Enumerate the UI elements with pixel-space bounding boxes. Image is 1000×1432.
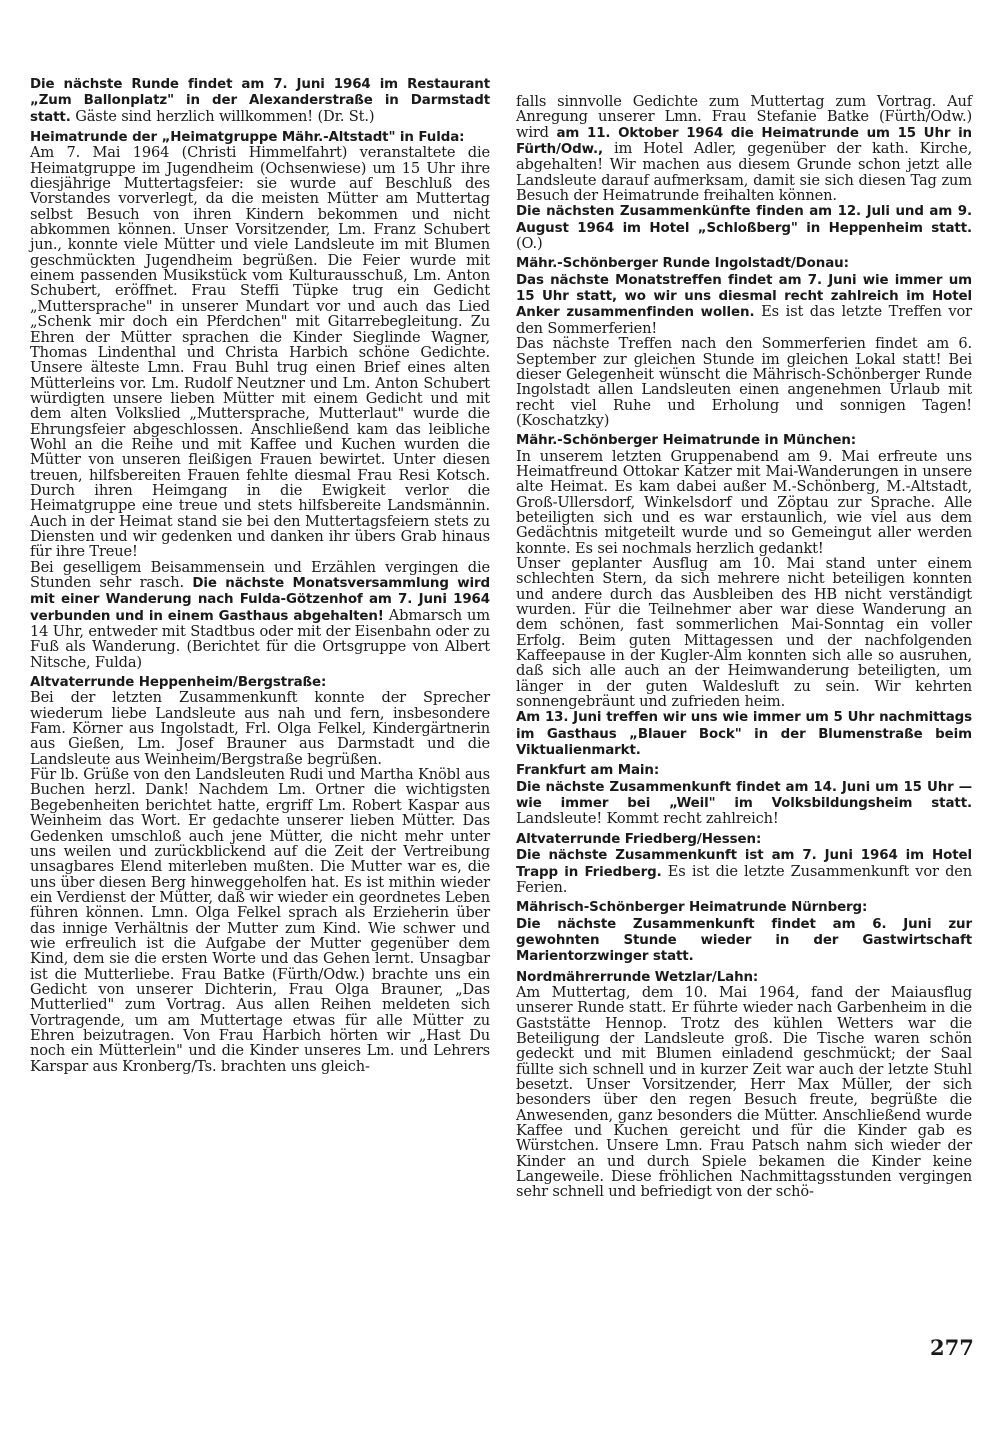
paragraph-nuernberg: [516, 916, 972, 965]
text: Es ist das letzte Treffen vor den Sommerferien!: [516, 303, 972, 337]
heading-nuernberg: Mährisch-Schönberger Heimatrunde Nürnberg:: [516, 900, 868, 916]
paragraph-fulda-report: Am 7. Mai 1964 (Christi Himmelfahrt) veranstaltete die Heimatgruppe im Jugendheim (Ochsenwiese) um 15 Uhr ihre diesjährige Muttertagsfeier: sie wurde auf Beschluß des Vorstandes vorverlegt, da die meisten Mütter am Muttertag selbst Besuch von ihren Kindern bekommen und nicht abkommen können. Unser Vorsitzender, Lm. Franz Schubert jun., konnte viele Mütter und viele Landsleute im mit Blumen geschmückten Jugendheim begrüßen. Die Feier wurde mit einem passenden Musikstück vom Kulturausschuß, Lm. Anton Schubert, eröffnet. Frau Steffi Tüpke trug ein Gedicht „Muttersprache" in unserer Mundart vor und auch das Lied „Schenk mir doch ein Pferdchen" mit Gitarrebegleitung. Zu Ehren der Mütter sprachen die Kinder Sieglinde Wagner, Thomas Lindenthal und Christa Harbich schöne Gedichte. Unsere älteste Lmn. Frau Buhl trug einen Brief eines alten Mütterleins vor. Lm. Rudolf Neutzner und Lm. Anton Schubert würdigten unsere lieben Mütter mit einem Gedicht und mit dem alten Volkslied „Muttersprache, Mutterlaut" wurde die Ehrungsfeier abgeschlossen. Anschließend kam das leibliche Wohl an die Reihe und mit Kaffee und Kuchen wurden die Mütter von unseren fleißigen Frauen bewirtet. Unter diesen treuen, hilfsbereiten Frauen fehlte diesmal Frau Resi Kotsch. Durch ihren Heimgang in die Ewigkeit verlor die Heimatgruppe eine treue und stets hilfsbereite Landsmännin. Auch in der Heimat stand sie bei den Muttertagsfeiern stets zu Diensten und wir gedenken und danken ihr übers Grab hinaus für ihre Treue!: [30, 144, 490, 561]
announcement-ingolstadt: Das nächste Monatstreffen findet am 7. Juni wie immer um 15 Uhr statt, wo wir uns diesmal recht zahlreich im Hotel Anker zusammenfinden wollen.: [516, 272, 972, 321]
announcement-friedberg: Die nächste Zusammenkunft ist am 7. Juni 1964 im Hotel Trapp in Friedberg.: [516, 848, 972, 880]
paragraph-muenchen-1: In unserem letzten Gruppenabend am 9. Mai erfreute uns Heimatfreund Ottokar Katzer mit Mai-Wanderungen in unsere alte Heimat. Es kam dabei außer M.-Schönberg, M.-Altstadt, Groß-Ullersdorf, Winkelsdorf und Zöptau zur Sprache. Alle beteiligten sich und es war erstaunlich, wie viel aus dem Gedächtnis mitgeteilt wurde und so Gemeingut aller werden konnte. Es sei nochmals herzlich gedankt!: [516, 447, 972, 557]
heading-heppenheim: Altvaterrunde Heppenheim/Bergstraße:: [30, 675, 327, 691]
paragraph-frankfurt: [516, 779, 972, 827]
heading-friedberg: Altvaterrunde Friedberg/Hessen:: [516, 831, 762, 847]
left-column: [30, 76, 490, 1074]
announcement-heppenheim: Die nächsten Zusammenkünfte finden am 12. Juli und am 9. August 1964 im Hotel „Schloßberg" in Heppenheim statt.: [516, 204, 972, 236]
paragraph-fulda-next: [30, 560, 490, 670]
paragraph-wetzlar: Am Muttertag, dem 10. Mai 1964, fand der Maiausflug unserer Runde statt. Er führte wieder nach Garbenheim in die Gaststätte Hennop. Trotz des kühlen Wetters war die Beteiligung der Landsleute groß. Die Tische waren schön gedeckt und mit Blumen einladend geschmückt; der Saal füllte sich schnell und in kurzer Zeit war auch der letzte Stuhl besetzt. Unser Vorsitzender, Herr Max Müller, der sich besonders über den regen Besuch freute, begrüßte die Anwesenden, ganz besonders die Mütter. Anschließend wurde Kaffee und Kuchen gereicht und für die Kinder gab es Würstchen. Unsere Lmn. Frau Patsch nahm sich wieder der Kinder an und durch Spiele bekamen die Kinder keine Langeweile. Diese fröhlichen Nachmittagsstunden vergingen sehr schnell und befriedigt von der schö-: [516, 983, 972, 1201]
text: Landsleute! Kommt recht zahlreich!: [516, 810, 779, 828]
heading-frankfurt: Frankfurt am Main:: [516, 763, 660, 779]
heading-ingolstadt: Mähr.-Schönberger Runde Ingolstadt/Donau:: [516, 256, 849, 272]
paragraph-darmstadt: [30, 76, 490, 125]
announcement-fuerth: am 11. Oktober 1964 die Heimatrunde um 15 Uhr in Fürth/Odw.,: [516, 125, 972, 158]
text: im Hotel Adler, gegenüber der kath. Kirche, abgehalten! Wir machen aus diesem Grunde schon jetzt alle Landsleute darauf aufmerksam, damit sie sich diesen Tag zum Besuch der Heimatrunde freihalten können.: [516, 140, 972, 205]
paragraph-heppenheim-cont: [516, 94, 972, 203]
text: Abmarsch um 14 Uhr, entweder mit Stadtbus oder mit der Eisenbahn oder zu Fuß als Wanderung. (Berichtet für die Ortsgruppe von Albert Nitsche, Fulda): [30, 606, 490, 671]
heading-fulda: Heimatrunde der „Heimatgruppe Mähr.-Altstadt" in Fulda:: [30, 130, 465, 146]
announcement-nuernberg: Die nächste Zusammenkunft findet am 6. Juni zur gewohnten Stunde wieder in der Gastwirtschaft Marientorzwinger statt.: [516, 916, 972, 965]
paragraph-muenchen-2: Unser geplanter Ausflug am 10. Mai stand unter einem schlechten Stern, da sich mehrere nicht beteiligen konnten und andere durch das Ausbleiben des HB nicht verständigt wurden. Für die Teilnehmer aber war diese Wanderung an dem schönen, fast sommerlichen Mai-Sonntag ein voller Erfolg. Beim guten Mittagessen und der nachfolgenden Kaffeepause in der Kugler-Alm konnten sich alle so ausruhen, daß sich alle auch an der Heimwanderung beteiligten, um länger in der guten Waldesluft zu sein. Wir kehrten sonnengebräunt und zufrieden heim.: [516, 554, 972, 711]
paragraph-heppenheim-next: [516, 203, 972, 251]
announcement-fulda: Die nächste Monatsversammlung wird mit einer Wanderung nach Fulda-Götzenhof am 7. Juni 1964 verbunden und in einem Gasthaus abgehalten!: [30, 576, 490, 624]
text: Es ist die letzte Zusammenkunft vor den Ferien.: [516, 862, 972, 896]
paragraph-muenchen-next: [516, 709, 972, 758]
paragraph-heppenheim-2: Für lb. Grüße von den Landsleuten Rudi und Martha Knöbl aus Buchen herzl. Dank! Nachdem Lm. Ortner die wichtigsten Begebenheiten berichtet hatte, ergriff Lm. Robert Kaspar aus Weinheim das Wort. Er gedachte unserer lieben Mütter. Das Gedenken umschloß auch jene Mütter, die nicht mehr unter uns weilen und zurückblickend auf die Zeit der Vertreibung unsagbares Elend miterleben mußten. Die Mutter war es, die uns über diesen Berg hinweggeholfen hat. Es ist mithin wieder ein Verdienst der Mütter, daß wir wieder ein geordnetes Leben führen können. Lmn. Olga Felkel sprach als Erzieherin über das innige Verhältnis der Mutter zum Kind. Wie schwer und wie erfreulich ist die Aufgabe der Mutter gegenüber dem Kind, dem sie die ersten Worte und das Gehen lernt. Unsagbar ist die Mutterliebe. Frau Batke (Fürth/Odw.) brachte uns ein Gedicht von unserer Dichterin, Frau Olga Brauner, „Das Mutterlied" zum Vortrag. Aus allen Reihen meldeten sich Vortragende, um am Muttertage etwas für alle Mütter zu Ehren beizutragen. Von Frau Harbich hörten wir „Hast Du noch ein Mütterlein" und die Kinder unseres Lm. und Lehrers Karspar aus Kronberg/Ts. brachten uns gleich-: [30, 766, 490, 1075]
paragraph-ingolstadt-2: Das nächste Treffen nach den Sommerferien findet am 6. September zur gleichen Stunde im gleichen Lokal statt! Bei dieser Gelegenheit wünscht die Mährisch-Schönberger Runde Ingolstadt allen Landsleuten einen angenehmen Urlaub mit recht viel Ruhe und Erholung und sonnigen Tagen! (Koschatzky): [516, 335, 972, 429]
heading-muenchen: Mähr.-Schönberger Heimatrunde in München:: [516, 433, 857, 449]
text: Bei geselligem Beisammensein und Erzählen vergingen die Stunden sehr rasch.: [30, 558, 490, 591]
page-number: 277: [930, 1335, 974, 1360]
paragraph-heppenheim-1: Bei der letzten Zusammenkunft konnte der Sprecher wiederum liebe Landsleute aus nah und fern, insbesondere Fam. Körner aus Ingolstadt, Frl. Olga Felkel, Kindergärtnerin aus Gießen, Lm. Josef Brauner aus Darmstadt und die Landsleute aus Weinheim/Bergstraße begrüßen.: [30, 689, 490, 768]
text: (O.): [516, 235, 543, 253]
heading-wetzlar: Nordmährerrunde Wetzlar/Lahn:: [516, 969, 759, 985]
text: falls sinnvolle Gedichte zum Muttertag zum Vortrag. Auf Anregung unserer Lmn. Frau Stefanie Batke (Fürth/Odw.) wird: [516, 93, 972, 141]
announcement-frankfurt: Die nächste Zusammenkunft findet am 14. Juni um 15 Uhr — wie immer bei „Weil" im Volksbildungsheim statt.: [516, 779, 972, 812]
announcement-darmstadt: Die nächste Runde findet am 7. Juni 1964 im Restaurant „Zum Ballonplatz" in der Alexanderstraße in Darmstadt statt.: [30, 77, 490, 125]
paragraph-friedberg: [516, 847, 972, 895]
text: Gäste sind herzlich willkommen! (Dr. St.): [70, 107, 375, 125]
announcement-muenchen: Am 13. Juni treffen wir uns wie immer um 5 Uhr nachmittags im Gasthaus „Blauer Bock" in der Blumenstraße beim Viktualienmarkt.: [516, 710, 972, 759]
paragraph-ingolstadt-1: [516, 272, 972, 336]
right-column: [516, 94, 972, 1200]
